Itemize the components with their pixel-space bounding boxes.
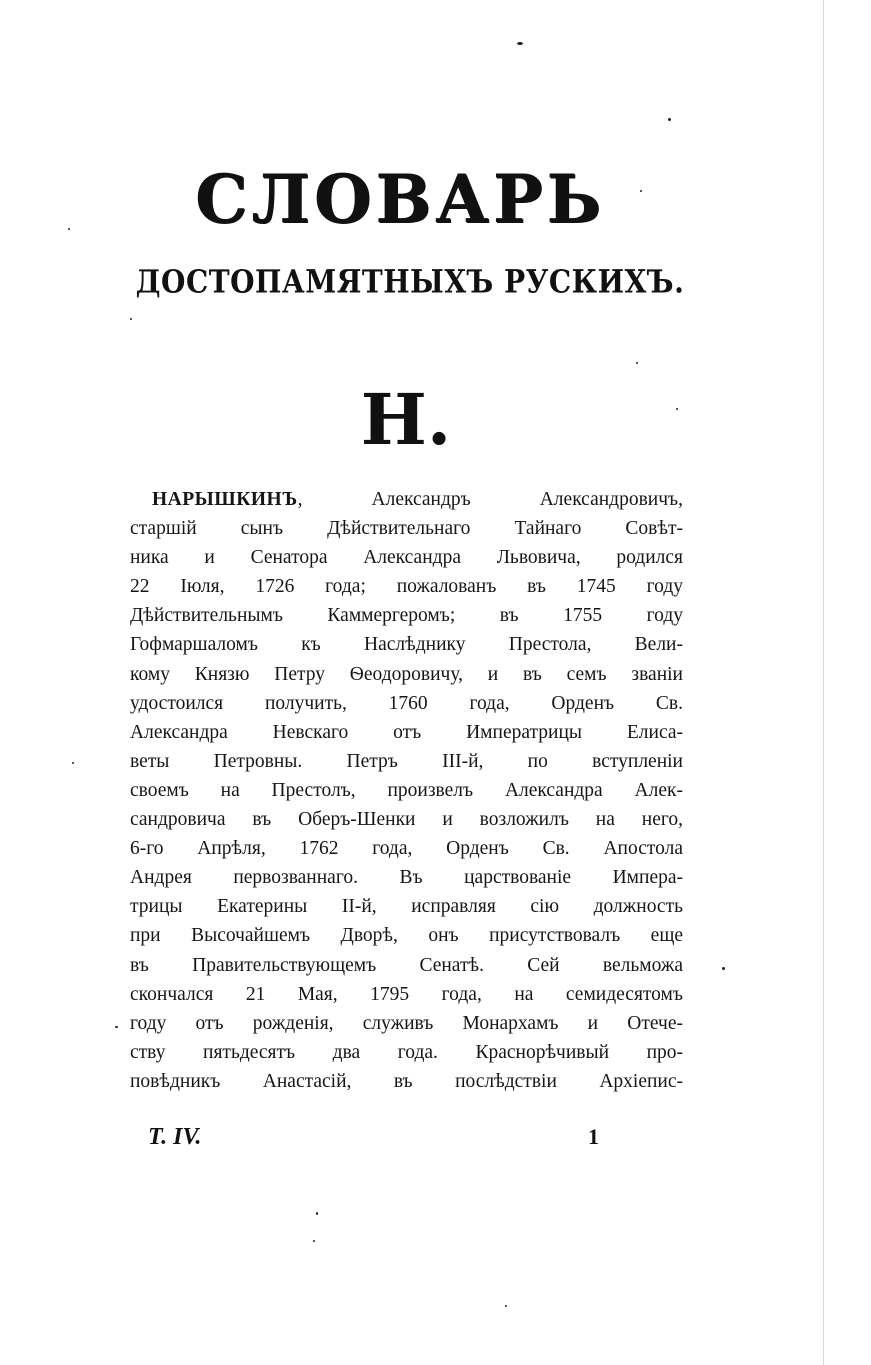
scan-speck bbox=[636, 362, 638, 364]
entry-line: своемъ на Престолъ, произвелъ Александра Алек- bbox=[130, 779, 683, 801]
scan-speck bbox=[72, 762, 74, 764]
entry-line: Александра Невскаго отъ Императрицы Елиса- bbox=[130, 721, 683, 743]
entry-line: скончался 21 Мая, 1795 года, на семидесятомъ bbox=[130, 983, 683, 1005]
entry-line: повѣдникъ Анастасій, въ послѣдствіи Архіепис- bbox=[130, 1070, 683, 1092]
scan-speck bbox=[115, 1026, 118, 1028]
entry-line: Дѣйствительнымъ Каммергеромъ; въ 1755 году bbox=[130, 605, 683, 627]
scan-speck bbox=[313, 1240, 315, 1242]
entry-line: кому Князю Петру Ѳеодоровичу, и въ семъ званіи bbox=[130, 663, 683, 685]
entry-line: сандровича въ Оберъ-Шенки и возложилъ на него, bbox=[130, 809, 683, 831]
scan-speck bbox=[676, 408, 678, 410]
entry-line bbox=[130, 485, 683, 514]
entry-line: старшій сынъ Дѣйствительнаго Тайнаго Совѣт- bbox=[130, 518, 683, 540]
dictionary-title: СЛОВАРЬ bbox=[194, 160, 605, 238]
scan-speck bbox=[316, 1212, 318, 1215]
volume-signature: Т. IV. bbox=[148, 1124, 202, 1150]
dictionary-subtitle: ДОСТОПАМЯТНЫХЪ РУСКИХЪ. bbox=[135, 262, 685, 301]
scan-speck bbox=[722, 967, 725, 970]
scan-speck bbox=[68, 228, 70, 230]
entry-line: ника и Сенатора Александра Львовича, родился bbox=[130, 547, 683, 569]
scan-speck bbox=[505, 1305, 507, 1307]
sheet-number: 1 bbox=[588, 1124, 599, 1149]
scan-speck bbox=[668, 118, 671, 121]
entry-line-text: , Александръ Александровичъ, bbox=[297, 489, 683, 510]
entry-line: трицы Екатерины II-й, исправляя сію должность bbox=[130, 896, 683, 918]
scan-speck bbox=[640, 190, 642, 192]
scan-speck bbox=[517, 42, 523, 45]
entry-line: веты Петровны. Петръ III-й, по вступленіи bbox=[130, 750, 683, 772]
entry-line: удостоился получить, 1760 года, Орденъ Св. bbox=[130, 692, 683, 714]
scan-speck bbox=[130, 318, 132, 320]
entry-line: ству пятьдесятъ два года. Краснорѣчивый про- bbox=[130, 1041, 683, 1063]
page-edge-line bbox=[823, 0, 824, 1365]
section-letter: Н. bbox=[360, 378, 452, 461]
entry-line: въ Правительствующемъ Сенатѣ. Сей вельможа bbox=[130, 954, 683, 976]
entry-line: при Высочайшемъ Дворѣ, онъ присутствовалъ еще bbox=[130, 925, 683, 947]
entry-line: Андрея первозваннаго. Въ царствованіе Импера- bbox=[130, 867, 683, 889]
entry-line: 6-го Апрѣля, 1762 года, Орденъ Св. Апостола bbox=[130, 838, 683, 860]
entry-line: 22 Іюля, 1726 года; пожалованъ въ 1745 году bbox=[130, 576, 683, 598]
entry-text bbox=[130, 485, 683, 1096]
entry-line: Гофмаршаломъ къ Наслѣднику Престола, Вели- bbox=[130, 634, 683, 656]
entry-headword: НАРЫШКИНЪ bbox=[152, 489, 298, 510]
entry-line: году отъ рожденія, служивъ Монархамъ и Отече- bbox=[130, 1012, 683, 1034]
